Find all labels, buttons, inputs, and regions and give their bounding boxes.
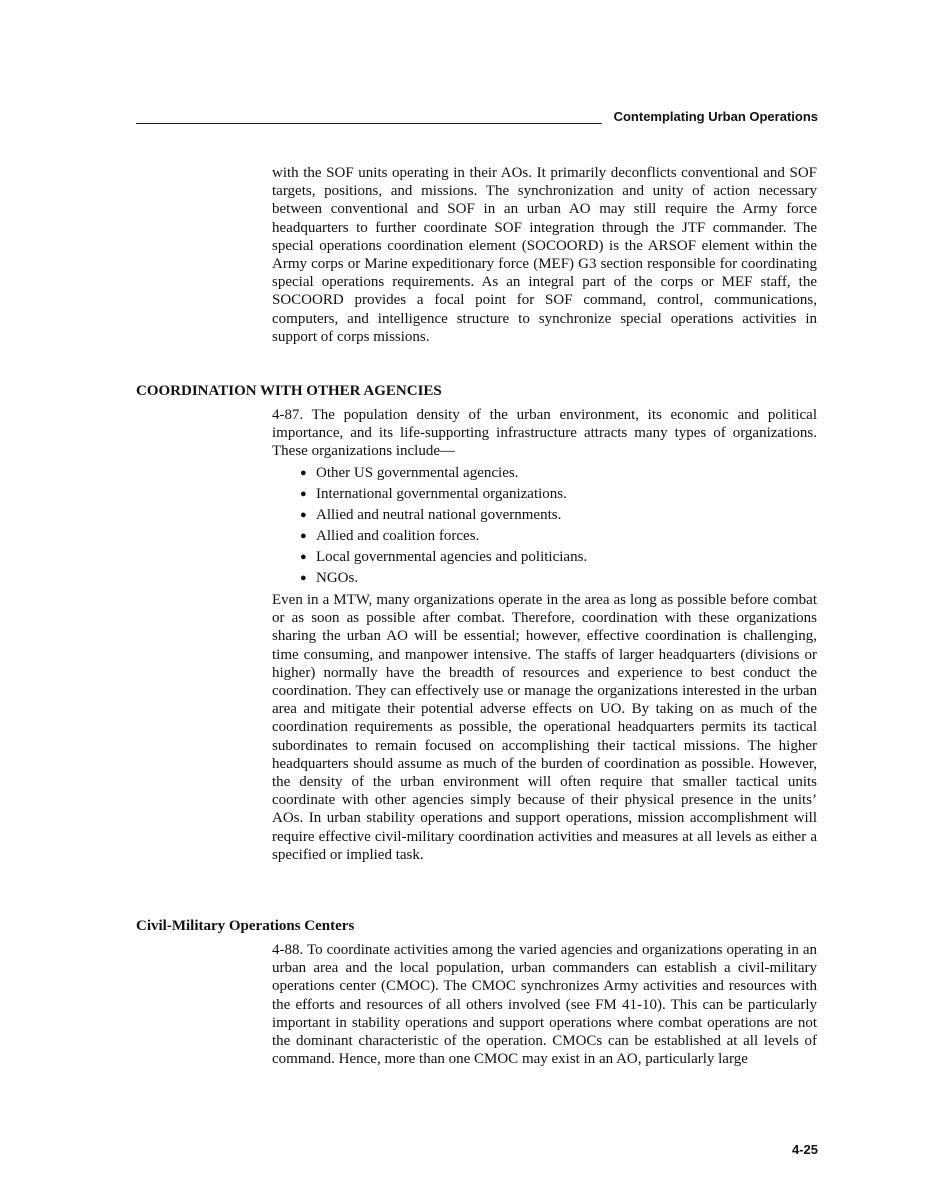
- paragraph-4-87: 4-87. The population density of the urban environment, its economic and political importance, and its life-supporting infrastructure attracts many types of organizations. These organizations include—: [272, 407, 817, 460]
- bullet-icon: ●: [300, 488, 307, 500]
- list-item: ● International governmental organizations.: [296, 484, 816, 505]
- bullet-icon: ●: [300, 467, 307, 479]
- list-item: ● Allied and neutral national governments.: [296, 505, 816, 526]
- bullet-icon: ●: [300, 530, 307, 542]
- paragraph-4-88: 4-88. To coordinate activities among the varied agencies and organizations operating in an urban area and the local population, urban commanders can establish a civil-military operations center (CMOC). The CMOC synchronizes Army activities and resources with the efforts and resources of all others involved (see FM 41-10). This can be particularly important in stability operations and support operations where combat operations are not the dominant characteristic of the operation. CMOCs can be established at all levels of command. Hence, more than one CMOC may exist in an AO, particularly large: [272, 942, 817, 1068]
- list-item: ● Local governmental agencies and politicians.: [296, 547, 816, 568]
- running-head-title: Contemplating Urban Operations: [613, 109, 818, 124]
- bullet-icon: ●: [300, 551, 307, 563]
- organizations-list: [296, 463, 816, 589]
- bullet-icon: ●: [300, 572, 307, 584]
- paragraph-continuation: with the SOF units operating in their AOs. It primarily deconflicts conventional and SOF targets, positions, and missions. The synchronization and unity of action necessary between conventional and SOF in an urban AO may still require the Army force headquarters to further coordinate SOF integration through the JTF commander. The special operations coordination element (SOCOORD) is the ARSOF element within the Army corps or Marine expeditionary force (MEF) G3 section responsible for coordinating special operations requirements. As an integral part of the corps or MEF staff, the SOCOORD provides a focal point for SOF command, control, communications, computers, and intelligence structure to synchronize special operations activities in support of corps missions.: [272, 165, 817, 345]
- list-item: ● NGOs.: [296, 568, 816, 589]
- section-heading-cmoc: Civil-Military Operations Centers: [136, 918, 355, 934]
- bullet-icon: ●: [300, 509, 307, 521]
- section-heading-coordination: COORDINATION WITH OTHER AGENCIES: [136, 383, 442, 399]
- header-rule: [136, 123, 602, 124]
- page-number: 4-25: [791, 1142, 818, 1157]
- list-item: ● Allied and coalition forces.: [296, 526, 816, 547]
- list-item: ● Other US governmental agencies.: [296, 463, 816, 484]
- paragraph-4-87-continued: Even in a MTW, many organizations operate in the area as long as possible before combat or as soon as possible after combat. Therefore, coordination with these organizations sharing the urban AO will be essential; however, effective coordination is challenging, time consuming, and manpower intensive. The staffs of larger headquarters (divisions or higher) normally have the breadth of resources and experience to best conduct the coordination. They can effectively use or manage the organizations interested in the urban area and mitigate their potential adverse effects on UO. By taking on as much of the coordination requirements as possible, the operational headquarters permits its tactical subordinates to remain focused on accomplishing their tactical missions. The higher headquarters should assume as much of the burden of coordination as possible. However, the density of the urban environment will often require that smaller tactical units coordinate with other agencies simply because of their physical presence in the units’ AOs. In urban stability operations and support operations, mission accomplishment will require effective civil-military coordination activities and measures at all levels as either a specified or implied task.: [272, 592, 817, 863]
